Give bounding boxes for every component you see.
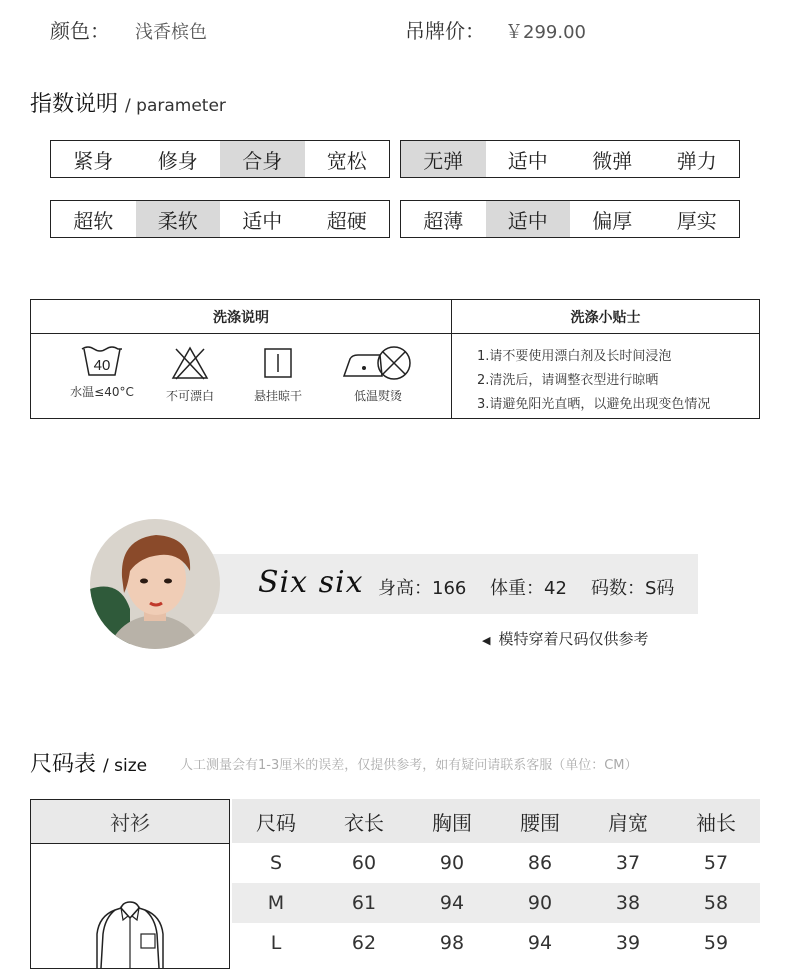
param-option: 合身 <box>220 141 305 177</box>
price-value: ￥299.00 <box>505 22 586 43</box>
hang-dry-icon <box>262 345 294 381</box>
param-option: 适中 <box>242 208 283 233</box>
care-tip-1: 1.请不要使用漂白剂及长时间浸泡 <box>477 349 672 364</box>
param-option: 超硬 <box>326 208 367 233</box>
param-option: 弹力 <box>676 148 717 173</box>
size-note: 人工测量会有1-3厘米的误差，仅提供参考，如有疑问请联系客服（单位：CM） <box>180 758 638 773</box>
size-subtitle: / size <box>103 756 148 776</box>
param-option: 柔软 <box>136 201 221 237</box>
care-section <box>30 299 760 419</box>
param-option: 厚实 <box>676 208 717 233</box>
table-row <box>232 923 760 963</box>
iron-caption: 低温熨烫 <box>353 389 402 403</box>
model-size: 码数：S码 <box>591 578 675 599</box>
bleach-caption: 不可漂白 <box>165 389 214 403</box>
header-size: 尺码 <box>256 810 296 835</box>
table-row <box>232 843 760 883</box>
model-note-text: 模特穿着尺码仅供参考 <box>498 630 649 648</box>
header-waist: 腰围 <box>520 810 560 835</box>
table-cell: 94 <box>439 892 465 914</box>
care-tip-3: 3.请避免阳光直晒，以避免出现变色情况 <box>477 397 711 412</box>
model-height: 身高：166 <box>378 578 467 599</box>
param-group-elasticity <box>400 140 740 178</box>
table-cell: 37 <box>615 852 641 874</box>
care-item-dry <box>233 345 323 404</box>
wash-caption: 水温≤40°C <box>70 385 134 399</box>
size-table <box>232 799 760 963</box>
model-portrait-image <box>90 519 220 649</box>
param-option: 宽松 <box>326 148 367 173</box>
table-cell: 57 <box>703 852 729 874</box>
care-divider <box>451 300 452 418</box>
param-group-softness <box>50 200 390 238</box>
table-cell: S <box>269 852 283 874</box>
param-option: 超软 <box>73 208 114 233</box>
parameter-subtitle: / parameter <box>125 96 226 116</box>
garment-name: 衬衫 <box>31 800 229 844</box>
model-weight: 体重：42 <box>490 578 567 599</box>
care-item-wash <box>57 345 147 400</box>
param-group-fit <box>50 140 390 178</box>
parameter-title <box>30 87 226 118</box>
param-option: 偏厚 <box>592 208 633 233</box>
dry-caption: 悬挂晾干 <box>253 389 302 403</box>
param-group-thickness <box>400 200 740 238</box>
header-bust: 胸围 <box>432 810 472 835</box>
table-cell: M <box>267 892 285 914</box>
table-cell: 38 <box>615 892 641 914</box>
table-cell: 94 <box>527 932 553 954</box>
size-table-title <box>30 747 147 778</box>
param-option: 适中 <box>507 148 548 173</box>
param-option: 微弹 <box>592 148 633 173</box>
no-bleach-icon <box>170 345 210 381</box>
param-option: 无弹 <box>401 141 486 177</box>
param-option: 紧身 <box>73 148 114 173</box>
model-note <box>482 628 648 649</box>
table-cell: 90 <box>527 892 553 914</box>
size-table-header <box>232 799 760 843</box>
table-cell: 59 <box>703 932 729 954</box>
param-option: 修身 <box>157 148 198 173</box>
care-tip-2: 2.清洗后，请调整衣型进行晾晒 <box>477 373 659 388</box>
parameter-title-text: 指数说明 <box>30 92 119 117</box>
model-signature: Six six <box>258 565 364 600</box>
param-option: 超薄 <box>423 208 464 233</box>
wash-temp-symbol: 40 <box>93 357 111 374</box>
table-cell: 86 <box>527 852 553 874</box>
model-avatar <box>90 519 220 649</box>
shirt-illustration-icon <box>31 844 229 969</box>
table-cell: 90 <box>439 852 465 874</box>
table-cell: 62 <box>351 932 377 954</box>
header-length: 衣长 <box>344 810 384 835</box>
size-title-text: 尺码表 <box>30 752 97 777</box>
care-item-bleach <box>145 345 235 404</box>
low-iron-icon <box>340 345 416 381</box>
care-instructions-title: 洗涤说明 <box>31 300 451 334</box>
color-label: 颜色： <box>50 19 110 43</box>
table-cell: L <box>270 932 282 954</box>
header-shoulder: 肩宽 <box>608 810 648 835</box>
caret-left-icon: ◀ <box>482 634 491 647</box>
care-tips-title: 洗涤小贴士 <box>452 300 759 334</box>
garment-panel <box>30 799 230 969</box>
color-value: 浅香槟色 <box>135 22 207 43</box>
wash-40-icon <box>80 345 124 377</box>
table-cell: 98 <box>439 932 465 954</box>
table-row <box>232 883 760 923</box>
table-cell: 58 <box>703 892 729 914</box>
param-option: 适中 <box>486 201 571 237</box>
table-cell: 61 <box>351 892 377 914</box>
care-item-iron <box>333 345 423 404</box>
table-cell: 60 <box>351 852 377 874</box>
price-label: 吊牌价： <box>405 19 485 43</box>
header-sleeve: 袖长 <box>696 810 736 835</box>
table-cell: 39 <box>615 932 641 954</box>
